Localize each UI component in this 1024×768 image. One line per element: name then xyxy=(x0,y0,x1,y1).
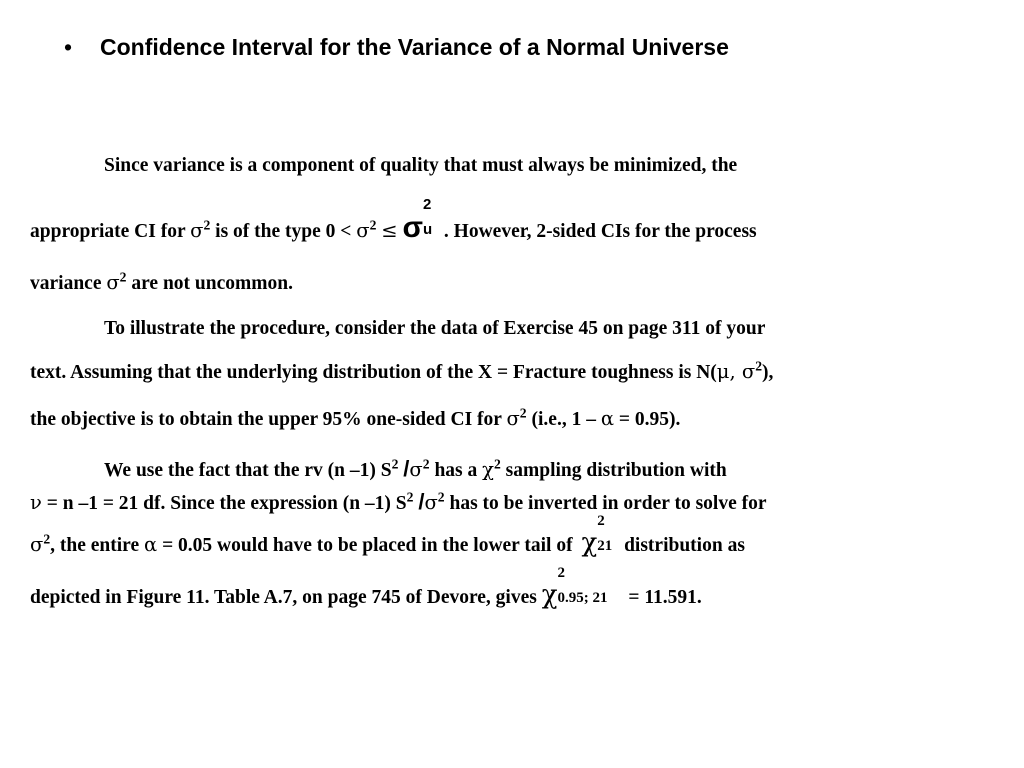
chi-squared-21: χ 2 21 xyxy=(581,513,613,558)
chi-symbol: χ xyxy=(482,458,494,481)
p3-line3: $\sigma^2$, the entire α = 0.05 would have to be placed in the lower tail of χ 2 21 distribution as xyxy=(30,513,745,558)
p2-line3: the objective is to obtain the upper 95% one-sided CI for $\sigma^2$ (i.e., 1 – α = 0.95). xyxy=(30,405,681,430)
le-symbol: ≤ xyxy=(381,219,398,242)
sigma-symbol: σ xyxy=(190,219,204,242)
sigma-u-squared: σ 2 u xyxy=(402,196,433,244)
p1-line1: Since variance is a component of quality that must always be minimized, the xyxy=(104,155,738,176)
p2-line1: To illustrate the procedure, consider the data of Exercise 45 on page 311 of your xyxy=(104,318,766,339)
bullet-icon: • xyxy=(64,34,73,60)
p1-line3: variance $\sigma^2$ are not uncommon. xyxy=(30,269,293,294)
chi-squared-critical: χ 2 0.95; 21 xyxy=(541,565,608,610)
title-text: Confidence Interval for the Variance of a Normal Universe xyxy=(100,34,729,60)
slide-title xyxy=(64,34,729,64)
alpha-symbol: α xyxy=(600,407,614,430)
p1-line2: appropriate CI for $\sigma^2$ is of the type $0 < \sigma^2 \le \sigma$ 2 u . However, 2-sided CIs for the process xyxy=(30,196,757,244)
p3-line4: depicted in Figure 11. Table A.7, on page 745 of Devore, gives χ 2 0.95; 21 = 11.591. xyxy=(30,565,702,610)
nu-symbol: ν xyxy=(30,491,42,514)
p2-line2: text. Assuming that the underlying distribution of the X = Fracture toughness is N(μ, $\sigma^2$), xyxy=(30,358,774,383)
p3-line1: We use the fact that the rv (n –1) $S^2$ $/\sigma^2$ has a $\chi^2$ sampling distribution with xyxy=(104,456,727,481)
p3-line2: ν = n –1 = 21 df. Since the expression (n –1) $S^2$ $/\sigma^2$ has to be inverted in order to solve for xyxy=(30,489,767,514)
